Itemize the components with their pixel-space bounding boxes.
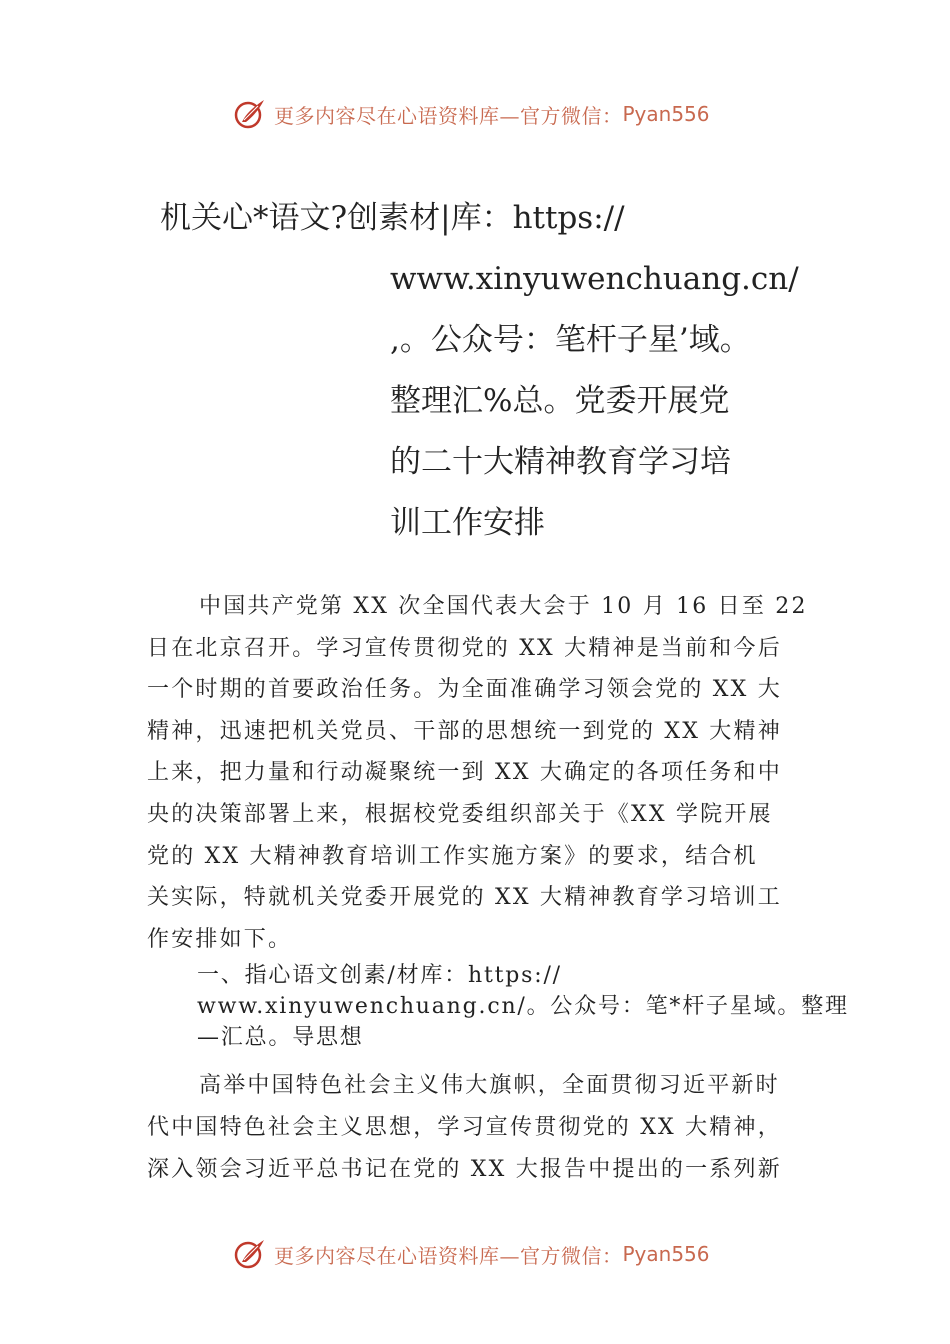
- text-line: 央的决策部署上来，根据校党委组织部关于《XX 学院开展: [147, 801, 773, 827]
- section-heading-1: [147, 960, 849, 1053]
- title-line: 训工作安排: [390, 505, 545, 541]
- watermark-banner-bottom: [232, 1234, 710, 1274]
- title-line: www.xinyuwenchuang.cn/: [390, 261, 799, 297]
- text-line: 高举中国特色社会主义伟大旗帜，全面贯彻习近平新时: [199, 1073, 780, 1099]
- title-line: 机关心*语文?创素材|库：https://: [160, 200, 625, 236]
- title-line: 整理汇%总。党委开展党: [390, 383, 730, 419]
- watermark-id: Pyan556: [622, 1242, 710, 1266]
- text-line: 代中国特色社会主义思想，学习宣传贯彻党的 XX 大精神，: [147, 1114, 782, 1140]
- text-line: 作安排如下。: [147, 926, 293, 952]
- watermark-id: Pyan556: [622, 102, 710, 126]
- title-line: ,。公众号：笔杆子星’域。: [390, 322, 751, 358]
- document-title: [160, 188, 840, 554]
- heading-line: www.xinyuwenchuang.cn/。公众号：笔*杆子星域。整理: [197, 994, 849, 1020]
- heading-line: 一、指心语文创素/材库：https://: [197, 963, 562, 989]
- paragraph-guiding-thought: [147, 1065, 827, 1190]
- document-body: [147, 586, 849, 1190]
- text-line: 关实际，特就机关党委开展党的 XX 大精神教育学习培训工: [147, 885, 782, 911]
- watermark-text: 更多内容尽在心语资料库—官方微信：: [274, 1243, 623, 1268]
- text-line: 精神，迅速把机关党员、干部的思想统一到党的 XX 大精神: [147, 718, 782, 744]
- text-line: 上来，把力量和行动凝聚统一到 XX 大确定的各项任务和中: [147, 760, 782, 786]
- text-line: 深入领会习近平总书记在党的 XX 大报告中提出的一系列新: [147, 1156, 782, 1182]
- quill-logo-icon: [232, 1236, 268, 1272]
- watermark-banner-top: [232, 94, 710, 134]
- text-line: 中国共产党第 XX 次全国代表大会于 10 月 16 日至 22: [199, 594, 808, 619]
- text-line: 日在北京召开。学习宣传贯彻党的 XX 大精神是当前和今后: [147, 635, 782, 661]
- text-line: 党的 XX 大精神教育培训工作实施方案》的要求，结合机: [147, 843, 758, 869]
- paragraph-intro: [147, 586, 827, 960]
- quill-logo-icon: [232, 96, 268, 132]
- watermark-text: 更多内容尽在心语资料库—官方微信：: [274, 103, 623, 128]
- heading-line: —汇总。导思想: [197, 1025, 364, 1051]
- title-line: 的二十大精神教育学习培: [390, 444, 731, 480]
- text-line: 一个时期的首要政治任务。为全面准确学习领会党的 XX 大: [147, 677, 782, 703]
